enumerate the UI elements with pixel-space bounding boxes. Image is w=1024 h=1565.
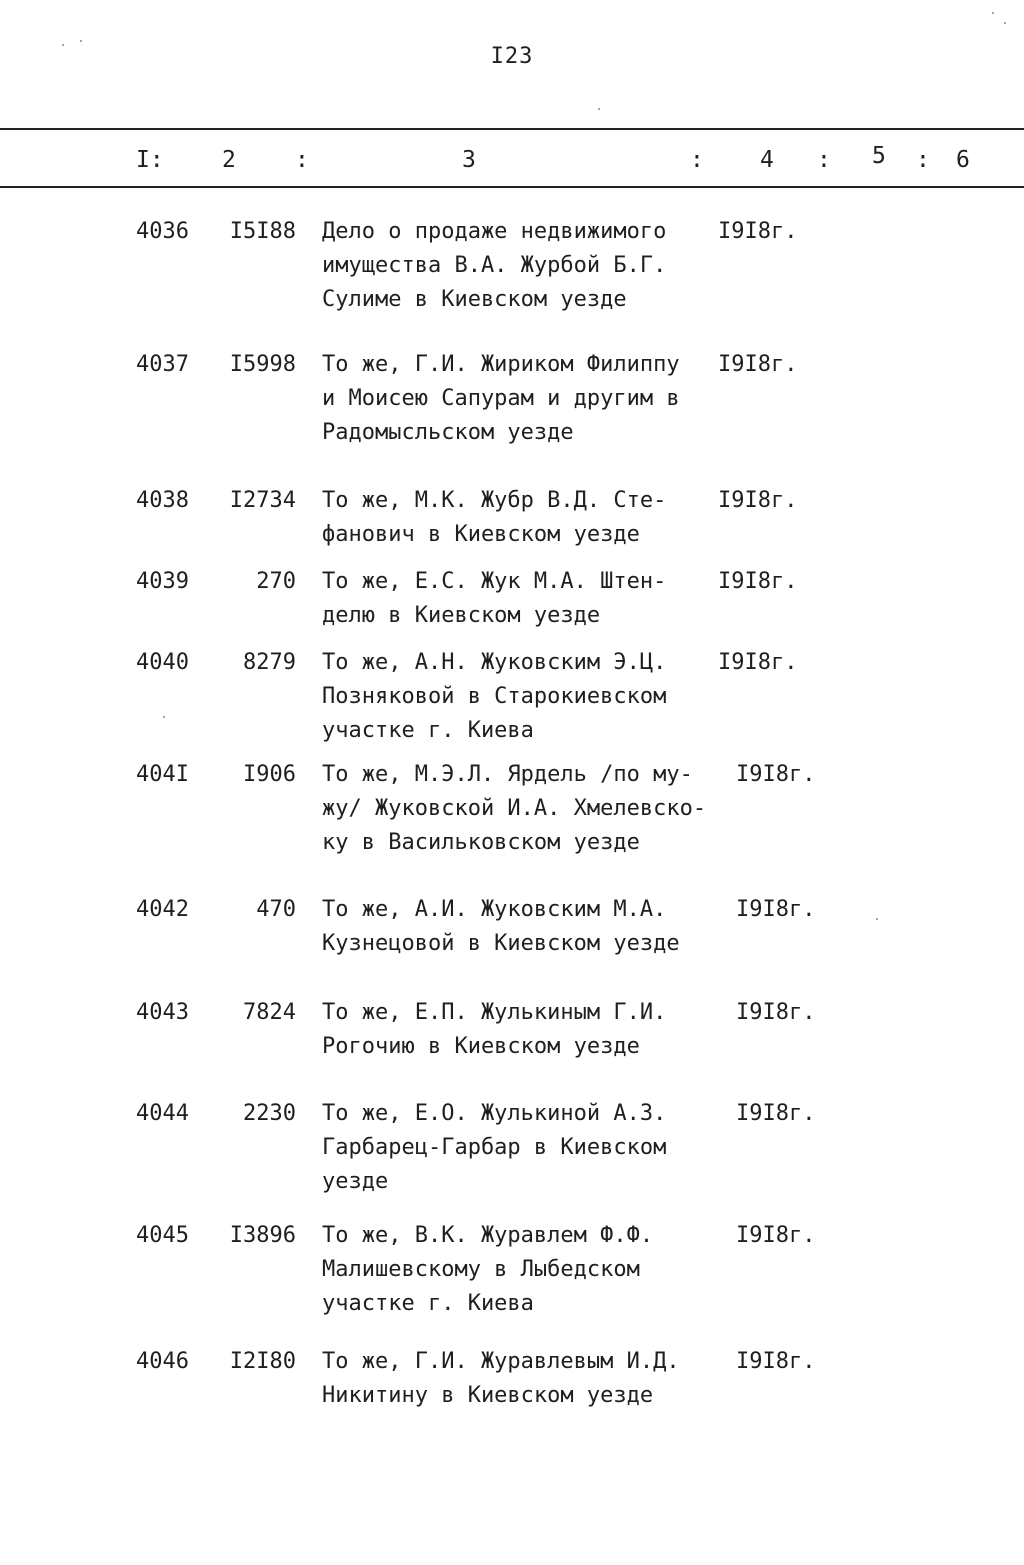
- record-year: I9I8г.: [718, 569, 798, 594]
- description-line: Позняковой в Старокиевском: [322, 684, 667, 709]
- record-description: [322, 484, 722, 552]
- record-year: I9I8г.: [718, 352, 798, 377]
- description-line: Радомысльском уезде: [322, 420, 574, 445]
- record-reference: I2734: [229, 488, 296, 513]
- record-year: I9I8г.: [736, 762, 816, 787]
- record-number: 4042: [136, 897, 189, 922]
- description-line: участке г. Киева: [322, 1291, 534, 1316]
- page-number: I23: [490, 44, 534, 69]
- record-number: 404I: [136, 762, 189, 787]
- record-reference: 8279: [243, 650, 296, 675]
- scan-speck: [80, 40, 82, 42]
- record-description: [322, 565, 722, 633]
- record-year: I9I8г.: [736, 1101, 816, 1126]
- record-reference: 470: [256, 897, 296, 922]
- record-description: [322, 758, 722, 860]
- description-line: Сулиме в Киевском уезде: [322, 287, 627, 312]
- record-description: [322, 893, 722, 961]
- column-header-2: 2: [222, 147, 236, 173]
- description-line: Никитину в Киевском уезде: [322, 1383, 654, 1408]
- record-number: 4038: [136, 488, 189, 513]
- record-year: I9I8г.: [736, 1223, 816, 1248]
- description-line: То же, Е.О. Жулькиной А.З.: [322, 1101, 667, 1126]
- description-line: То же, А.И. Жуковским М.А.: [322, 897, 667, 922]
- record-number: 4039: [136, 569, 189, 594]
- description-line: То же, Е.П. Жулькиным Г.И.: [322, 1000, 667, 1025]
- record-description: [322, 215, 722, 317]
- record-number: 4036: [136, 219, 189, 244]
- description-line: То же, Е.С. Жук М.А. Штен-: [322, 569, 667, 594]
- record-year: I9I8г.: [718, 219, 798, 244]
- description-line: То же, М.К. Жубр В.Д. Сте-: [322, 488, 667, 513]
- record-year: I9I8г.: [736, 1349, 816, 1374]
- column-separator: :: [916, 147, 930, 173]
- record-number: 4046: [136, 1349, 189, 1374]
- record-year: I9I8г.: [736, 1000, 816, 1025]
- column-header-5: 5: [872, 143, 886, 169]
- column-header-4: 4: [760, 147, 774, 173]
- record-description: [322, 646, 722, 748]
- scan-speck: [876, 918, 878, 920]
- description-line: имущества В.А. Журбой Б.Г.: [322, 253, 667, 278]
- record-number: 4045: [136, 1223, 189, 1248]
- record-year: I9I8г.: [718, 650, 798, 675]
- description-line: То же, А.Н. Жуковским Э.Ц.: [322, 650, 667, 675]
- description-line: Рогочию в Киевском уезде: [322, 1034, 640, 1059]
- record-reference: 7824: [243, 1000, 296, 1025]
- description-line: жу/ Жуковской И.А. Хмелевско-: [322, 796, 707, 821]
- description-line: То же, Г.И. Журавлевым И.Д.: [322, 1349, 680, 1374]
- record-number: 4044: [136, 1101, 189, 1126]
- column-separator: :: [295, 147, 309, 173]
- record-description: [322, 348, 722, 450]
- record-reference: I5998: [229, 352, 296, 377]
- record-description: [322, 1219, 722, 1321]
- record-description: [322, 1097, 722, 1199]
- record-reference: 2230: [243, 1101, 296, 1126]
- description-line: Дело о продаже недвижимого: [322, 219, 667, 244]
- column-header-1: I:: [136, 147, 164, 173]
- scan-speck: [62, 44, 64, 46]
- record-number: 4043: [136, 1000, 189, 1025]
- description-line: и Моисею Сапурам и другим в: [322, 386, 680, 411]
- record-year: I9I8г.: [718, 488, 798, 513]
- header-rule-bottom: [0, 186, 1024, 188]
- column-separator: :: [817, 147, 831, 173]
- scan-speck: [992, 12, 994, 14]
- description-line: участке г. Киева: [322, 718, 534, 743]
- scan-speck: [1004, 22, 1006, 24]
- description-line: То же, М.Э.Л. Ярдель /по му-: [322, 762, 693, 787]
- header-rule-top: [0, 128, 1024, 130]
- description-line: То же, В.К. Журавлем Ф.Ф.: [322, 1223, 654, 1248]
- record-description: [322, 996, 722, 1064]
- record-number: 4040: [136, 650, 189, 675]
- record-year: I9I8г.: [736, 897, 816, 922]
- column-header-6: 6: [956, 147, 970, 173]
- record-number: 4037: [136, 352, 189, 377]
- column-header-3: 3: [462, 147, 476, 173]
- description-line: Гарбарец-Гарбар в Киевском: [322, 1135, 667, 1160]
- record-reference: I5I88: [229, 219, 296, 244]
- record-reference: I3896: [229, 1223, 296, 1248]
- description-line: Малишевскому в Лыбедском: [322, 1257, 640, 1282]
- record-reference: I2I80: [229, 1349, 296, 1374]
- description-line: делю в Киевском уезде: [322, 603, 601, 628]
- record-description: [322, 1345, 722, 1413]
- scan-speck: [598, 108, 600, 110]
- record-reference: I906: [243, 762, 296, 787]
- description-line: ку в Васильковском уезде: [322, 830, 640, 855]
- column-separator: :: [690, 147, 704, 173]
- description-line: фанович в Киевском уезде: [322, 522, 640, 547]
- description-line: уезде: [322, 1169, 389, 1194]
- record-reference: 270: [256, 569, 296, 594]
- description-line: Кузнецовой в Киевском уезде: [322, 931, 680, 956]
- scan-speck: [163, 716, 165, 718]
- description-line: То же, Г.И. Жириком Филиппу: [322, 352, 680, 377]
